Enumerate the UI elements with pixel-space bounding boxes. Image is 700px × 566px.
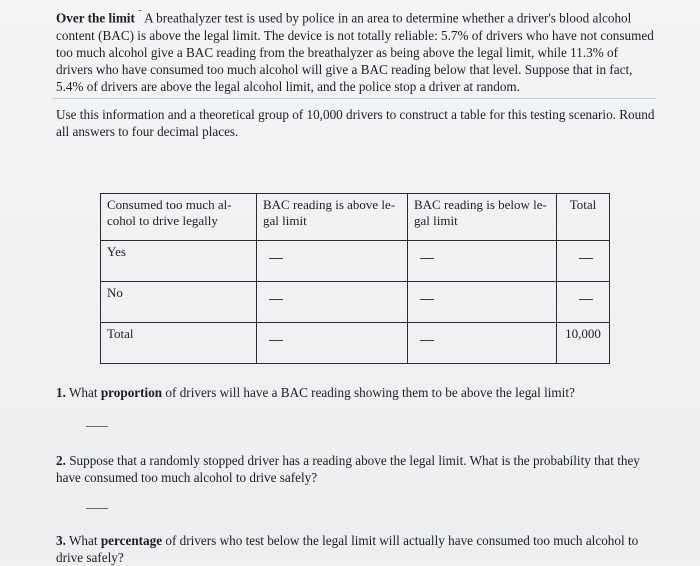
question-text-pre: Suppose that a randomly stopped driver has a reading above the legal limit. What is the probability that they have consumed too much alcohol to drive safely? (56, 453, 640, 485)
row-label-total: Total (101, 323, 257, 364)
instructions (56, 106, 656, 140)
header-consumed: Consumed too much al- cohol to drive legally (101, 194, 257, 241)
question-text-pre: What (68, 385, 98, 400)
header-below: BAC reading is below le- gal limit (408, 194, 557, 241)
question-text-post: of drivers who test below the legal limit will actually have consumed too much alcohol to drive safely? (56, 533, 639, 565)
answer-blank[interactable] (420, 258, 434, 259)
table-row (101, 323, 610, 364)
answer-blank[interactable] (579, 299, 593, 300)
answer-blank[interactable] (269, 258, 283, 259)
question-text-pre: What (68, 533, 98, 548)
header-above: BAC reading is above le- gal limit (257, 194, 408, 241)
answer-blank[interactable] (269, 299, 283, 300)
cell-no-total[interactable] (557, 282, 610, 323)
question-1 (56, 384, 656, 401)
cell-no-above[interactable] (257, 282, 408, 323)
header-total: Total (557, 194, 610, 241)
cell-yes-below[interactable] (408, 241, 557, 282)
cell-total-below[interactable] (408, 323, 557, 364)
problem-heading: Over the limit (56, 10, 135, 26)
table-row (101, 282, 610, 323)
cell-no-below[interactable] (408, 282, 557, 323)
question-text-post: of drivers will have a BAC reading showing them to be above the legal limit? (165, 385, 575, 400)
answer-blank[interactable] (579, 258, 593, 259)
instructions-text: Use this information and a theoretical group of 10,000 drivers to construct a table for this testing scenario. Round all answers to four decimal places. (56, 107, 655, 139)
divider (52, 98, 656, 99)
question-number: 1. (56, 385, 66, 400)
cell-yes-above[interactable] (257, 241, 408, 282)
table-header-row (101, 194, 610, 241)
question-2 (56, 452, 656, 486)
problem-intro (56, 6, 656, 95)
cell-grand-total: 10,000 (557, 323, 610, 364)
answer-blank[interactable] (420, 299, 434, 300)
question-number: 3. (56, 533, 66, 548)
row-label-yes: Yes (101, 241, 257, 282)
answer-line-1[interactable] (86, 426, 108, 427)
heading-mark: ˜ (138, 9, 142, 20)
answer-blank[interactable] (420, 340, 434, 341)
question-number: 2. (56, 453, 66, 468)
answer-blank[interactable] (269, 340, 283, 341)
question-keyword: percentage (100, 533, 163, 548)
row-label-no: No (101, 282, 257, 323)
cell-total-above[interactable] (257, 323, 408, 364)
question-keyword: proportion (100, 385, 163, 400)
answer-line-2[interactable] (86, 508, 108, 509)
two-way-table (100, 193, 610, 364)
cell-yes-total[interactable] (557, 241, 610, 282)
table-row (101, 241, 610, 282)
problem-text: A breathalyzer test is used by police in an area to determine whether a driver's blood alcohol content (BAC) is above the legal limit. The device is not totally reliable: 5.7% of drivers who have not consumed too much alcohol give a BAC reading from the breathalyzer as being above the legal limit, while 11.3% of drivers who have consumed too much alcohol will give a BAC reading below that level. Suppose that in fact, 5.4% of drivers are above the legal alcohol limit, and the police stop a driver at random. (56, 10, 654, 95)
